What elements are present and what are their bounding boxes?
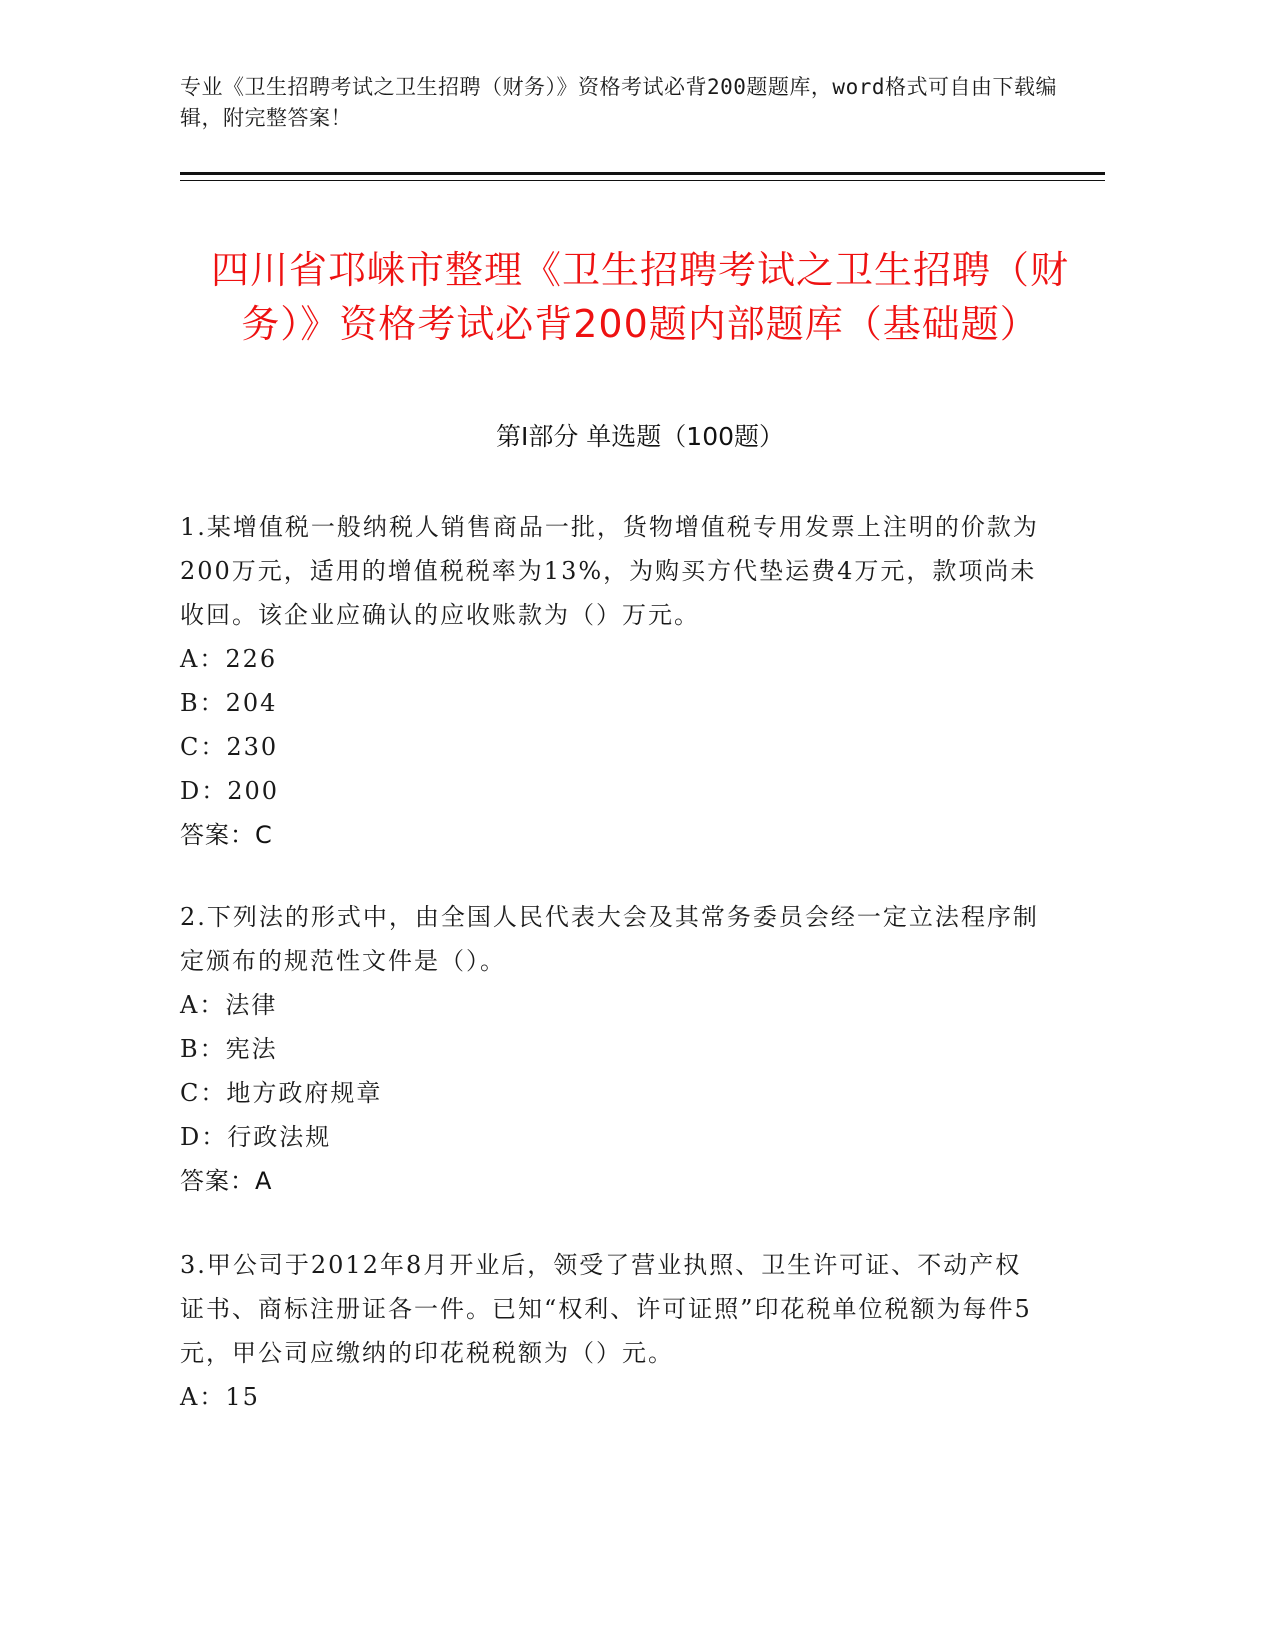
document-title: 四川省邛崃市整理《卫生招聘考试之卫生招聘（财务）》资格考试必背200题内部题库（基础题） xyxy=(210,248,1069,347)
option-a: A：法律 xyxy=(180,991,278,1019)
section-title: 第Ⅰ部分 单选题（100题） xyxy=(495,422,785,451)
option-b: B：204 xyxy=(180,689,278,717)
question-stem: 3.甲公司于2012年8月开业后，领受了营业执照、卫生许可证、不动产权证书、商标注册证各一件。已知“权利、许可证照”印花税单位税额为每件5元，甲公司应缴纳的印花税税额为（）元。 xyxy=(180,1251,1032,1367)
question-stem: 2.下列法的形式中，由全国人民代表大会及其常务委员会经一定立法程序制定颁布的规范性文件是（）。 xyxy=(180,903,1039,975)
option-c: C：地方政府规章 xyxy=(180,1079,383,1107)
header-divider-thin xyxy=(180,180,1105,181)
header-note: 专业《卫生招聘考试之卫生招聘（财务）》资格考试必背200题题库，word格式可自由下载编辑，附完整答案！ xyxy=(180,75,1057,130)
question-2 xyxy=(180,895,1040,1203)
header-divider-thick xyxy=(180,172,1105,175)
option-d: D：行政法规 xyxy=(180,1123,332,1151)
option-a: A：15 xyxy=(180,1383,260,1411)
answer: 答案：C xyxy=(180,821,273,849)
answer: 答案：A xyxy=(180,1167,273,1195)
option-a: A：226 xyxy=(180,645,278,673)
question-3 xyxy=(180,1243,1040,1419)
question-1 xyxy=(180,505,1040,857)
option-d: D：200 xyxy=(180,777,280,805)
option-c: C：230 xyxy=(180,733,279,761)
option-b: B：宪法 xyxy=(180,1035,278,1063)
question-stem: 1.某增值税一般纳税人销售商品一批，货物增值税专用发票上注明的价款为200万元，适用的增值税税率为13%，为购买方代垫运费4万元，款项尚未收回。该企业应确认的应收账款为（）万元。 xyxy=(180,513,1039,629)
